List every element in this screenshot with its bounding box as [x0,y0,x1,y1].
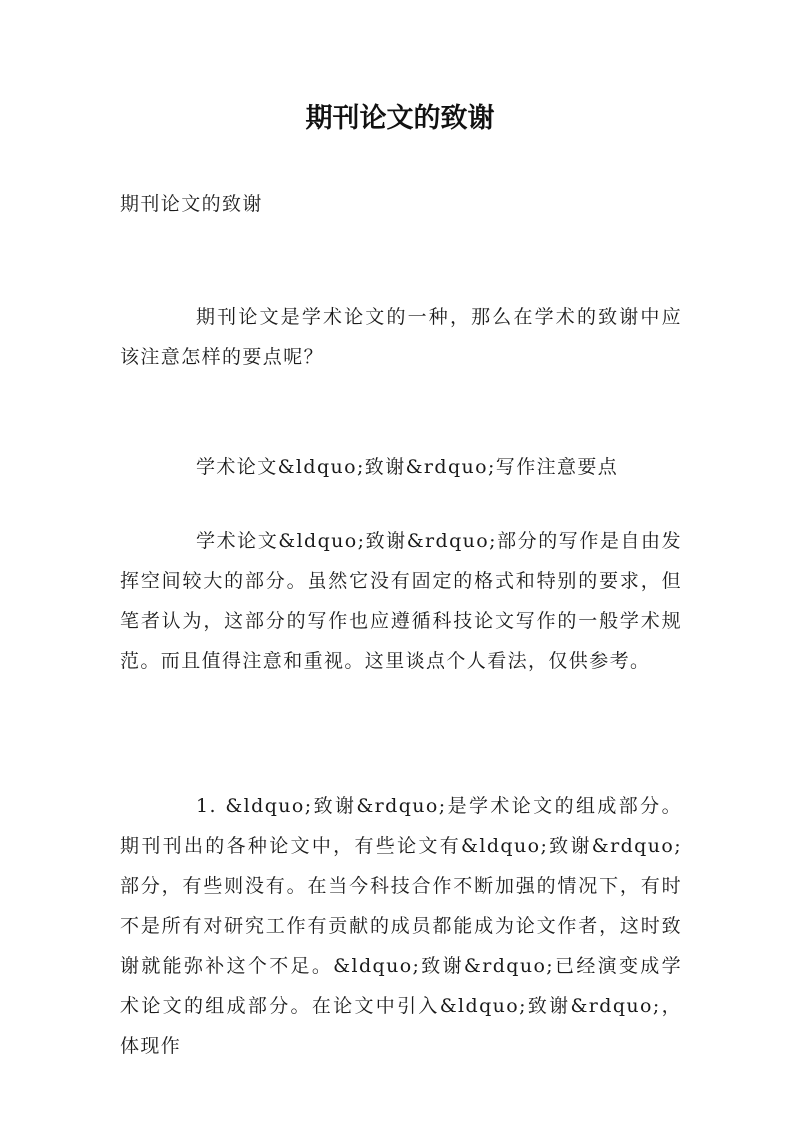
intro-paragraph: 期刊论文是学术论文的一种，那么在学术的致谢中应该注意怎样的要点呢？ [120,306,682,368]
page-title: 期刊论文的致谢 [305,103,495,134]
body-paragraph-2: 1. &ldquo;致谢&rdquo;是学术论文的组成部分。期刊刊出的各种论文中，有些论文有&ldquo;致谢&rdquo;部分，有些则没有。在当今科技合作不断加强的情况下，有时不是所有对研究工作有贡献的成员都能成为论文作者，这时致谢就能弥补这个不足。&ldquo;致谢&rdquo;已经演变成学术论文的组成部分。在论文中引入&ldquo;致谢&rdquo;，体现作 [120,795,682,1057]
body-paragraph-1: 学术论文&ldquo;致谢&rdquo;部分的写作是自由发挥空间较大的部分。虽然它没有固定的格式和特别的要求，但笔者认为，这部分的写作也应遵循科技论文写作的一般学术规范。而且值得注意和重视。这里谈点个人看法，仅供参考。 [120,530,682,672]
document-subtitle: 期刊论文的致谢 [120,193,263,215]
section-heading: 学术论文&ldquo;致谢&rdquo;写作注意要点 [196,456,619,478]
